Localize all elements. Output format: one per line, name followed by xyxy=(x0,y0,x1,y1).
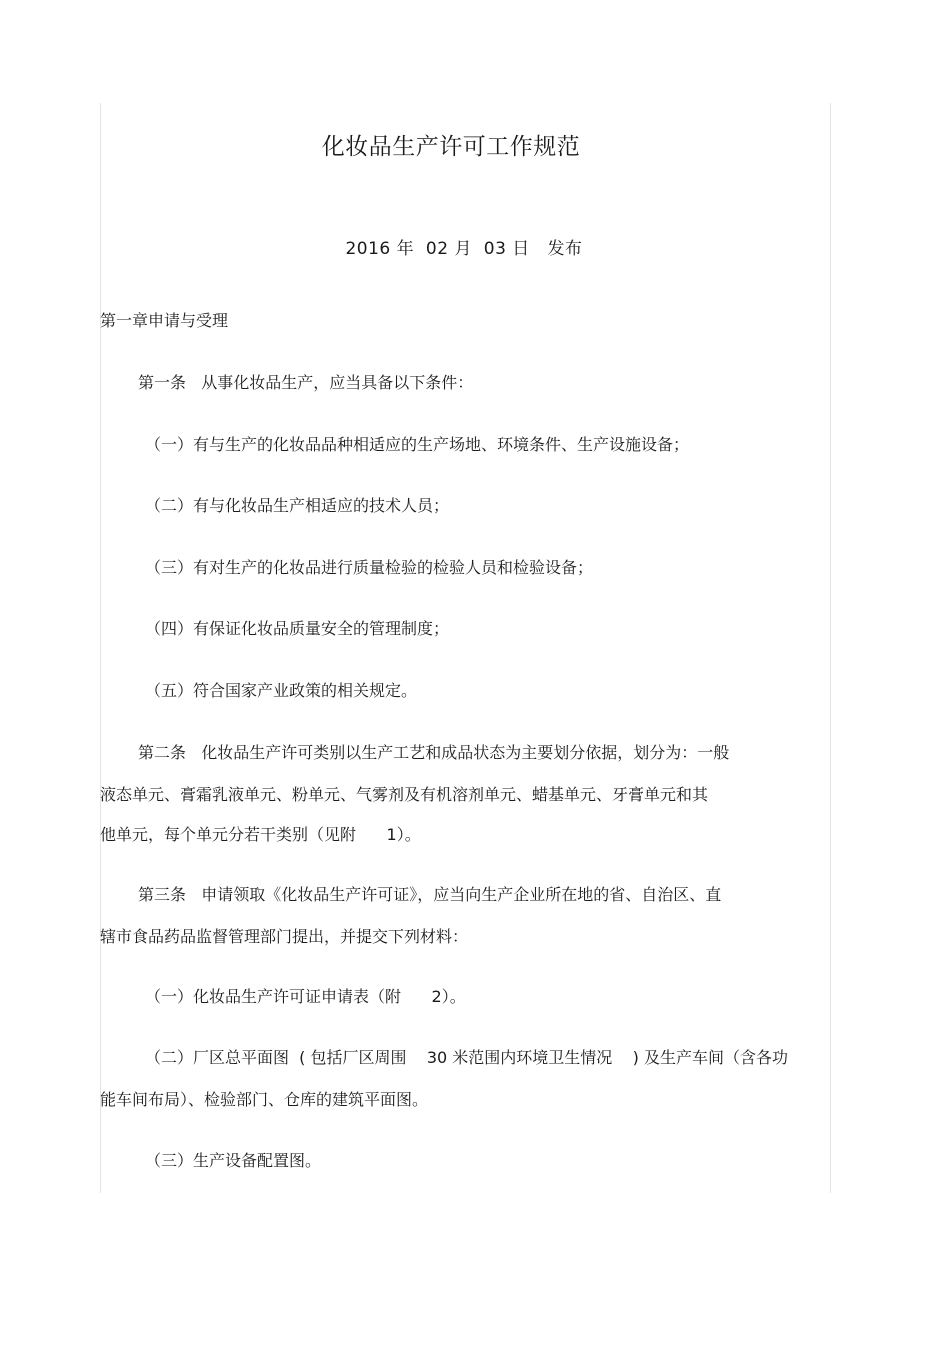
article-3-line-2: 辖市食品药品监督管理部门提出，并提交下列材料： xyxy=(100,927,469,946)
article-3-item-2-line-1: （二）厂区总平面图 ( 包括厂区周围 30 米范围内环境卫生情况 ) 及生产车间（含各功 xyxy=(145,1048,788,1067)
article-3-item-2-line-2: 能车间布局）、检验部门、仓库的建筑平面图。 xyxy=(100,1090,429,1109)
article-2-line-2: 液态单元、膏霜乳液单元、粉单元、气雾剂及有机溶剂单元、蜡基单元、牙膏单元和其 xyxy=(100,785,709,804)
article-3-item-3: （三）生产设备配置图。 xyxy=(145,1151,322,1170)
article-1-item-3: （三）有对生产的化妆品进行质量检验的检验人员和检验设备； xyxy=(145,558,594,577)
article-1: 第一条 从事化妆品生产，应当具备以下条件： xyxy=(138,373,474,392)
page-border-right xyxy=(830,103,831,1193)
article-1-item-4: （四）有保证化妆品质量安全的管理制度； xyxy=(145,619,450,638)
article-3-line-1: 第三条 申请领取《化妆品生产许可证》，应当向生产企业所在地的省、自治区、直 xyxy=(138,885,722,904)
article-1-item-1: （一）有与生产的化妆品品种相适应的生产场地、环境条件、生产设施设备； xyxy=(145,435,690,454)
page-border-left xyxy=(100,103,101,1193)
chapter-heading: 第一章申请与受理 xyxy=(100,311,229,330)
article-2-line-3: 他单元，每个单元分若干类别（见附 1）。 xyxy=(100,825,421,844)
publish-date: 2016 年 02 月 03 日 发布 xyxy=(345,239,583,259)
article-3-item-1: （一）化妆品生产许可证申请表（附 2）。 xyxy=(145,987,466,1006)
article-1-item-2: （二）有与化妆品生产相适应的技术人员； xyxy=(145,496,450,515)
article-2-line-1: 第二条 化妆品生产许可类别以生产工艺和成品状态为主要划分依据，划分为：一般 xyxy=(138,743,730,762)
document-title: 化妆品生产许可工作规范 xyxy=(321,134,581,160)
article-1-item-5: （五）符合国家产业政策的相关规定。 xyxy=(145,681,418,700)
